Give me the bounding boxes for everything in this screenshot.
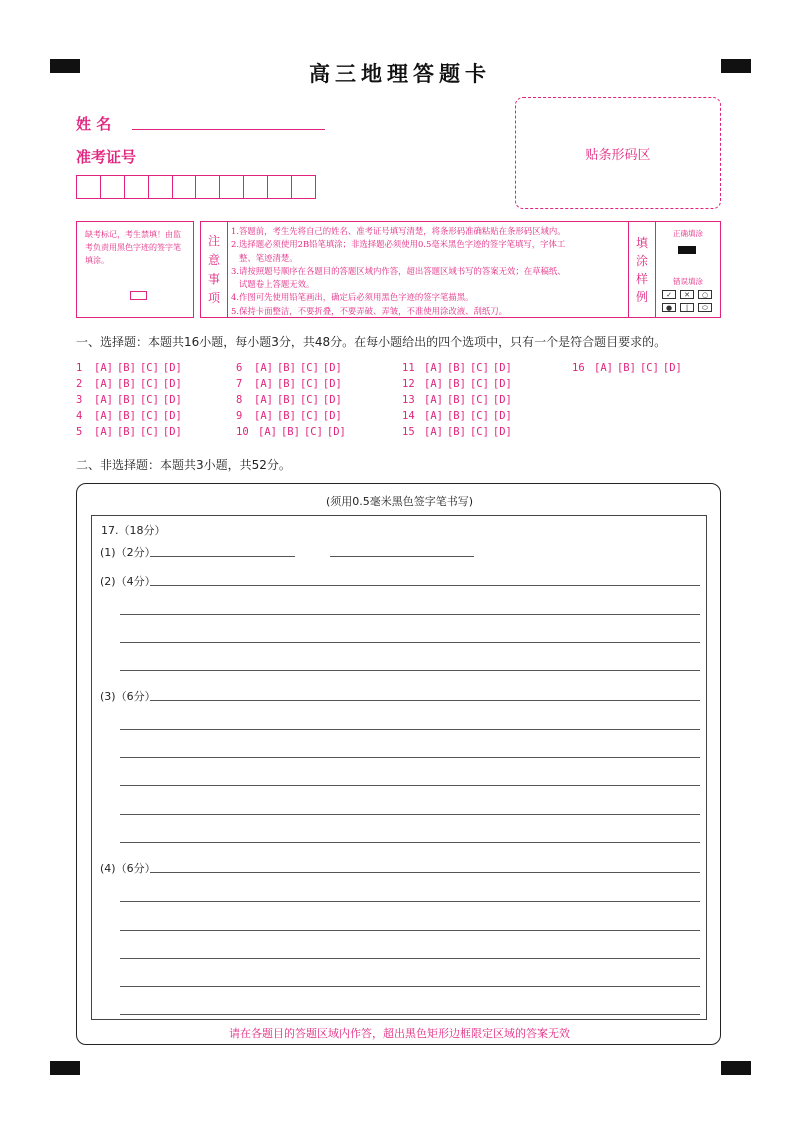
mc-option-bubble[interactable]: [A] xyxy=(254,362,273,374)
mc-question-number: 15 xyxy=(402,426,415,438)
exam-id-cell[interactable] xyxy=(219,175,244,199)
mc-question-number: 3 xyxy=(76,394,83,406)
exam-id-cell[interactable] xyxy=(243,175,268,199)
answer-line[interactable] xyxy=(120,642,700,643)
mc-option-bubble[interactable]: [C] xyxy=(139,410,159,422)
mc-option-bubble[interactable]: [C] xyxy=(469,394,489,406)
mc-question-number: 12 xyxy=(402,378,415,390)
mc-question-row xyxy=(236,378,342,390)
notice-row xyxy=(76,221,721,318)
notice-rule: 整、笔迹清楚。 xyxy=(239,252,298,263)
notice-heading-char: 事 xyxy=(207,271,220,286)
name-label: 姓 名 xyxy=(76,115,112,133)
mc-option-bubble[interactable]: [C] xyxy=(469,410,489,422)
mc-question-number: 16 xyxy=(572,362,585,374)
section1-title: 一、选择题：本题共16小题，每小题3分，共48分。在每小题给出的四个选项中，只有一个是符合题目要求的。 xyxy=(76,335,667,349)
page-title: 高三地理答题卡 xyxy=(309,62,491,86)
mc-question-row xyxy=(236,362,342,374)
mc-option-bubble[interactable]: [B] xyxy=(116,362,136,374)
notice-heading-char: 项 xyxy=(207,290,220,305)
mc-question-row xyxy=(402,426,512,438)
mc-question-row xyxy=(572,362,682,374)
mc-question-row xyxy=(236,394,342,406)
notice-rule: 1.答题前，考生先将自己的姓名、准考证号填写清楚，将条形码准确粘贴在条形码区域内。 xyxy=(231,226,566,236)
mc-option-bubble[interactable]: [B] xyxy=(446,378,466,390)
mc-option-bubble[interactable]: [C] xyxy=(639,362,659,374)
mc-option-bubble[interactable]: [A] xyxy=(424,410,443,422)
mc-option-bubble[interactable]: [B] xyxy=(116,410,136,422)
exam-id-cell[interactable] xyxy=(267,175,292,199)
mc-option-bubble[interactable]: [C] xyxy=(303,426,323,438)
mc-question-row xyxy=(76,394,182,406)
mc-option-bubble[interactable]: [B] xyxy=(616,362,636,374)
notice-rule: 5.保持卡面整洁，不要折叠，不要弄破、弄皱，不准使用涂改液、刮纸刀。 xyxy=(231,305,507,316)
question-17-box xyxy=(91,515,707,1020)
mc-question-row xyxy=(76,378,182,390)
mc-question-number: 2 xyxy=(76,378,83,390)
answer-line[interactable] xyxy=(150,700,700,701)
mc-option-bubble[interactable]: [D] xyxy=(492,394,512,406)
mc-option-bubble[interactable]: [A] xyxy=(424,362,443,374)
wrong-fill-circle-icon: ○ xyxy=(698,290,712,299)
sample-heading-char: 涂 xyxy=(635,253,648,268)
sample-heading-char: 例 xyxy=(635,289,648,304)
mc-option-bubble[interactable]: [B] xyxy=(446,426,466,438)
mc-option-bubble[interactable]: [D] xyxy=(326,426,346,438)
mc-question-number: 7 xyxy=(236,378,243,390)
mc-option-bubble[interactable]: [B] xyxy=(276,362,296,374)
mc-option-bubble[interactable]: [D] xyxy=(322,362,342,374)
barcode-area xyxy=(515,97,721,209)
exam-id-cell[interactable] xyxy=(100,175,125,199)
answer-line[interactable] xyxy=(150,585,700,586)
sample-heading xyxy=(628,222,656,317)
mc-option-bubble[interactable]: [C] xyxy=(139,426,159,438)
answer-line[interactable] xyxy=(120,1014,700,1015)
q17-part3-label: (3)（6分） xyxy=(100,690,156,703)
mc-option-bubble[interactable]: [C] xyxy=(469,362,489,374)
mc-question-row xyxy=(402,362,512,374)
mc-option-bubble[interactable]: [D] xyxy=(322,410,342,422)
mc-option-bubble[interactable]: [D] xyxy=(662,362,682,374)
mc-question-row xyxy=(76,362,182,374)
mc-option-bubble[interactable]: [C] xyxy=(469,378,489,390)
exam-id-cell[interactable] xyxy=(76,175,101,199)
correct-fill-label: 正确填涂 xyxy=(673,229,703,238)
mc-option-bubble[interactable]: [A] xyxy=(258,426,277,438)
exam-id-label: 准考证号 xyxy=(76,148,137,166)
mc-question-row xyxy=(76,426,182,438)
mc-option-bubble[interactable]: [D] xyxy=(492,362,512,374)
mc-option-bubble[interactable]: [D] xyxy=(162,362,182,374)
mc-question-number: 4 xyxy=(76,410,83,422)
answer-line[interactable] xyxy=(120,757,700,758)
mc-option-bubble[interactable]: [A] xyxy=(94,426,113,438)
exam-id-cell[interactable] xyxy=(195,175,220,199)
notice-heading xyxy=(201,222,228,317)
mc-option-bubble[interactable]: [B] xyxy=(446,362,466,374)
notice-rule: 试题卷上答题无效。 xyxy=(239,279,315,290)
mc-question-row xyxy=(236,410,342,422)
exam-id-cell[interactable] xyxy=(148,175,173,199)
mc-option-bubble[interactable]: [C] xyxy=(139,362,159,374)
mc-option-bubble[interactable]: [B] xyxy=(280,426,300,438)
wrong-fill-cross-icon: ✕ xyxy=(680,290,694,299)
wrong-fill-bar-icon: | xyxy=(680,303,694,312)
wrong-fill-check-icon: ✓ xyxy=(662,290,676,299)
mc-option-bubble[interactable]: [B] xyxy=(446,410,466,422)
wrong-fill-oval-icon: ⬭ xyxy=(698,303,712,312)
mc-option-bubble[interactable]: [A] xyxy=(254,378,273,390)
q17-part4-label: (4)（6分） xyxy=(100,862,156,875)
mc-option-bubble[interactable]: [D] xyxy=(162,378,182,390)
mc-question-row xyxy=(402,410,512,422)
mc-option-bubble[interactable]: [A] xyxy=(94,394,113,406)
corner-mark-bottom-right xyxy=(721,1061,751,1075)
mc-option-bubble[interactable]: [C] xyxy=(139,378,159,390)
answer-line[interactable] xyxy=(150,556,295,557)
notice-box xyxy=(200,221,721,318)
mc-option-bubble[interactable]: [A] xyxy=(94,378,113,390)
notice-heading-char: 注 xyxy=(207,233,220,248)
answer-line[interactable] xyxy=(120,930,700,931)
answer-line[interactable] xyxy=(120,958,700,959)
exam-id-cell[interactable] xyxy=(124,175,149,199)
mc-option-bubble[interactable]: [B] xyxy=(116,394,136,406)
mc-option-bubble[interactable]: [C] xyxy=(299,394,319,406)
exam-id-boxes[interactable] xyxy=(76,175,315,199)
mc-option-bubble[interactable]: [A] xyxy=(424,378,443,390)
notice-heading-char: 意 xyxy=(207,252,220,267)
answer-line[interactable] xyxy=(120,842,700,843)
notice-rules xyxy=(231,225,626,318)
q17-part1-label: (1)（2分） xyxy=(100,546,156,559)
sample-examples xyxy=(656,222,720,317)
notice-rule: 2.选择题必须使用2B铅笔填涂；非选择题必须使用0.5毫米黑色字迹的签字笔填写，字体工 xyxy=(231,239,566,250)
answer-line[interactable] xyxy=(120,901,700,902)
sample-heading-char: 样 xyxy=(635,271,648,286)
mc-question-number: 1 xyxy=(76,362,83,374)
mc-option-bubble[interactable]: [B] xyxy=(446,394,466,406)
mc-option-bubble[interactable]: [D] xyxy=(492,378,512,390)
mc-option-bubble[interactable]: [C] xyxy=(299,410,319,422)
mc-question-row xyxy=(236,426,346,438)
mc-question-number: 8 xyxy=(236,394,243,406)
mc-question-number: 14 xyxy=(402,410,415,422)
notice-rule: 4.作图可先使用铅笔画出，确定后必须用黑色字迹的签字笔描黑。 xyxy=(231,292,474,303)
answer-region-footer: 请在各题目的答题区域内作答，超出黑色矩形边框限定区域的答案无效 xyxy=(229,1027,570,1040)
mc-option-bubble[interactable]: [A] xyxy=(424,426,443,438)
mc-question-row xyxy=(402,394,512,406)
mc-option-bubble[interactable]: [C] xyxy=(299,378,319,390)
mc-option-bubble[interactable]: [A] xyxy=(254,410,273,422)
mc-option-bubble[interactable]: [B] xyxy=(276,410,296,422)
sample-heading-char: 填 xyxy=(635,235,648,250)
exam-id-cell[interactable] xyxy=(291,175,316,199)
answer-region xyxy=(76,483,721,1045)
mc-question-row xyxy=(76,410,182,422)
mc-question-number: 6 xyxy=(236,362,243,374)
mc-option-bubble[interactable]: [C] xyxy=(139,394,159,406)
mc-option-bubble[interactable]: [A] xyxy=(594,362,613,374)
mc-option-bubble[interactable]: [B] xyxy=(116,426,136,438)
wrong-fill-label: 错误填涂 xyxy=(673,277,703,286)
correct-fill-example xyxy=(678,246,696,254)
mc-option-bubble[interactable]: [A] xyxy=(254,394,273,406)
notice-rule: 3.请按照题号顺序在各题目的答题区域内作答，超出答题区域书写的答案无效；在草稿纸、 xyxy=(231,265,566,276)
mc-option-bubble[interactable]: [D] xyxy=(492,410,512,422)
answer-line[interactable] xyxy=(120,614,700,615)
exam-id-cell[interactable] xyxy=(172,175,197,199)
absent-mark-bubble[interactable] xyxy=(130,291,147,300)
answer-line[interactable] xyxy=(120,670,700,671)
question-17-label: 17.（18分） xyxy=(101,524,166,537)
answer-line[interactable] xyxy=(120,785,700,786)
answer-line[interactable] xyxy=(120,986,700,987)
mc-option-bubble[interactable]: [D] xyxy=(162,394,182,406)
mc-option-bubble[interactable]: [B] xyxy=(276,378,296,390)
mc-question-number: 10 xyxy=(236,426,249,438)
q17-part2-label: (2)（4分） xyxy=(100,575,156,588)
mc-option-bubble[interactable]: [D] xyxy=(492,426,512,438)
mc-question-number: 11 xyxy=(402,362,415,374)
answer-line[interactable] xyxy=(120,729,700,730)
corner-mark-bottom-left xyxy=(50,1061,80,1075)
wrong-fill-dot-icon: ● xyxy=(662,303,676,312)
mc-option-bubble[interactable]: [A] xyxy=(94,362,113,374)
answer-region-header: (须用0.5毫米黑色签字笔书写) xyxy=(325,495,474,508)
barcode-label: 贴条形码区 xyxy=(585,147,651,163)
mc-option-bubble[interactable]: [C] xyxy=(299,362,319,374)
mc-question-row xyxy=(402,378,512,390)
mc-option-bubble[interactable]: [D] xyxy=(162,410,182,422)
answer-line[interactable] xyxy=(120,814,700,815)
mc-option-bubble[interactable]: [A] xyxy=(94,410,113,422)
mc-question-number: 9 xyxy=(236,410,243,422)
answer-line[interactable] xyxy=(330,556,474,557)
section2-title: 二、非选择题：本题共3小题，共52分。 xyxy=(76,458,291,472)
mc-option-bubble[interactable]: [D] xyxy=(322,394,342,406)
mc-option-bubble[interactable]: [B] xyxy=(276,394,296,406)
absent-mark-text: 缺考标记，考生禁填！由监考负责用黑色字迹的签字笔填涂。 xyxy=(85,230,181,265)
mc-question-number: 5 xyxy=(76,426,83,438)
mc-option-bubble[interactable]: [C] xyxy=(469,426,489,438)
mc-question-number: 13 xyxy=(402,394,415,406)
name-field[interactable] xyxy=(132,129,325,130)
absent-mark-box xyxy=(76,221,194,318)
mc-option-bubble[interactable]: [D] xyxy=(322,378,342,390)
mc-option-bubble[interactable]: [B] xyxy=(116,378,136,390)
mc-option-bubble[interactable]: [D] xyxy=(162,426,182,438)
answer-line[interactable] xyxy=(150,872,700,873)
mc-option-bubble[interactable]: [A] xyxy=(424,394,443,406)
